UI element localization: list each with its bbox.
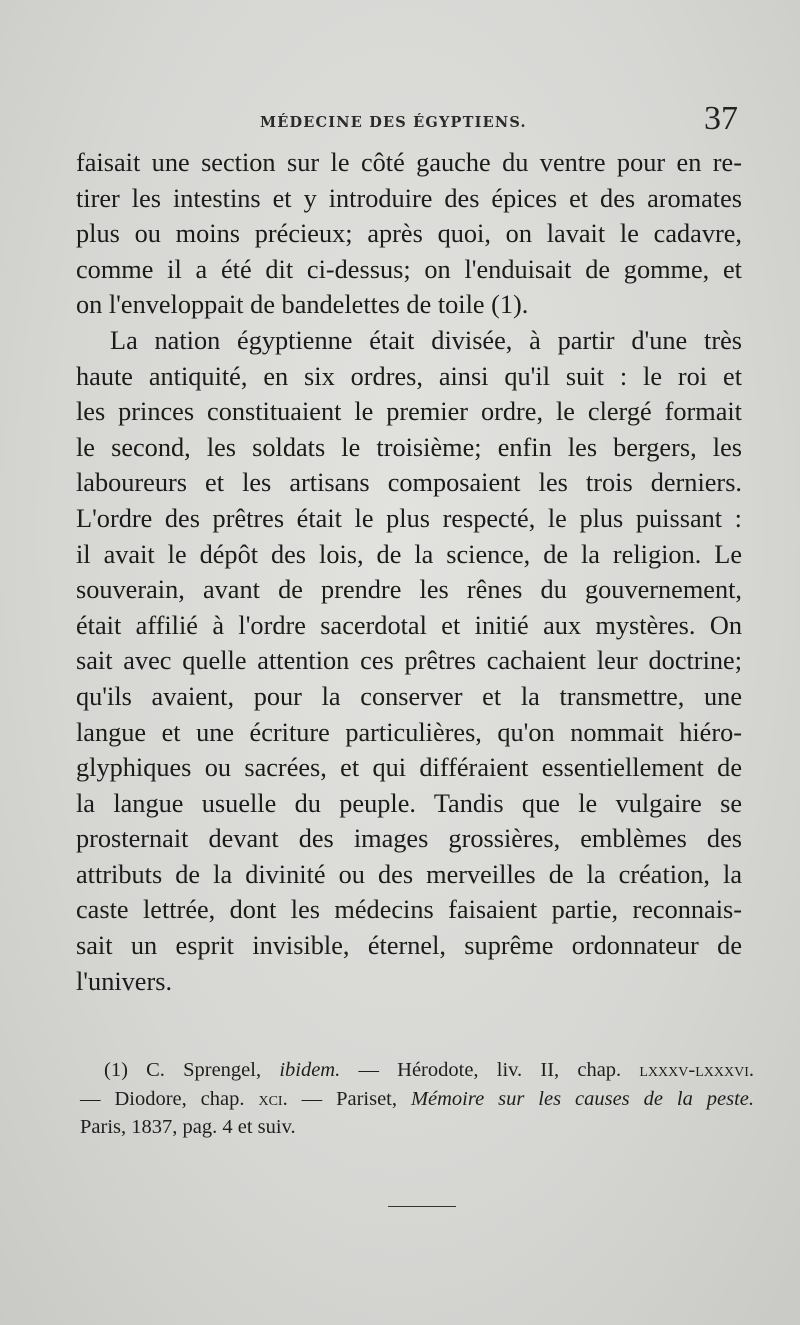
text-line: laboureurs et les artisans composaient les trois derniers. [76, 468, 742, 498]
footer-rule [388, 1206, 456, 1207]
text-line: caste lettrée, dont les médecins faisaient partie, reconnais- [76, 895, 742, 925]
page-number: 37 [704, 100, 738, 137]
footnote-text: — Pariset, [287, 1087, 411, 1110]
paragraph-2 [76, 323, 742, 999]
text-line: La nation égyptienne était divisée, à partir d'une très [110, 325, 742, 355]
text-line: faisait une section sur le côté gauche du ventre pour en re- [76, 148, 742, 177]
text-line: l'univers. [76, 966, 173, 996]
text-line: on l'enveloppait de bandelettes de toile (1). [76, 290, 529, 320]
footnote-text: — Hérodote, liv. II, chap. [340, 1059, 640, 1081]
text-line: souverain, avant de prendre les rênes du gouvernement, [76, 575, 742, 605]
text-line: plus ou moins précieux; après quoi, on lavait le cadavre, [76, 219, 742, 249]
footnote-line [80, 1085, 754, 1114]
page-header [76, 96, 742, 136]
text-line: prosternait devant des images grossières, emblèmes des [76, 824, 742, 854]
footnote-smallcaps: lxxxv-lxxxvi. [639, 1059, 754, 1081]
text-line: attributs de la divinité ou des merveilles de la création, la [76, 859, 742, 889]
text-line: sait un esprit invisible, éternel, suprême ordonnateur de [76, 931, 742, 961]
paragraph-1 [76, 145, 742, 323]
text-line: glyphiques ou sacrées, et qui différaient essentiellement de [76, 753, 742, 783]
text-line: tirer les intestins et y introduire des épices et des aromates [76, 183, 742, 213]
main-text [76, 145, 742, 999]
footnote-line [80, 1056, 754, 1085]
text-line: sait avec quelle attention ces prêtres cachaient leur doctrine; [76, 646, 742, 676]
text-line: haute antiquité, en six ordres, ainsi qu'il suit : le roi et [76, 361, 742, 391]
footnote-smallcaps: xci. [258, 1087, 288, 1110]
footnote-line: Paris, 1837, pag. 4 et suiv. [80, 1116, 296, 1138]
footnote-text: (1) C. Sprengel, [104, 1059, 280, 1081]
text-line: le second, les soldats le troisième; enfin les bergers, les [76, 432, 742, 462]
footnote-italic: Mémoire sur les causes de la peste. [410, 1087, 755, 1110]
footnote-italic: ibidem. [279, 1059, 341, 1081]
text-line: il avait le dépôt des lois, de la science, de la religion. Le [76, 539, 742, 569]
footnote-text: — Diodore, chap. [80, 1087, 259, 1110]
running-title: MÉDECINE DES ÉGYPTIENS. [260, 114, 527, 131]
text-line: langue et une écriture particulières, qu'on nommait hiéro- [76, 717, 742, 747]
text-line: la langue usuelle du peuple. Tandis que le vulgaire se [76, 788, 742, 818]
text-line: comme il a été dit ci-dessus; on l'enduisait de gomme, et [76, 254, 742, 284]
text-line: qu'ils avaient, pour la conserver et la transmettre, une [76, 681, 742, 711]
text-line: L'ordre des prêtres était le plus respecté, le plus puissant : [76, 503, 742, 533]
footnote [80, 1056, 754, 1142]
text-line: était affilié à l'ordre sacerdotal et initié aux mystères. On [76, 610, 742, 640]
text-line: les princes constituaient le premier ordre, le clergé formait [76, 397, 742, 427]
